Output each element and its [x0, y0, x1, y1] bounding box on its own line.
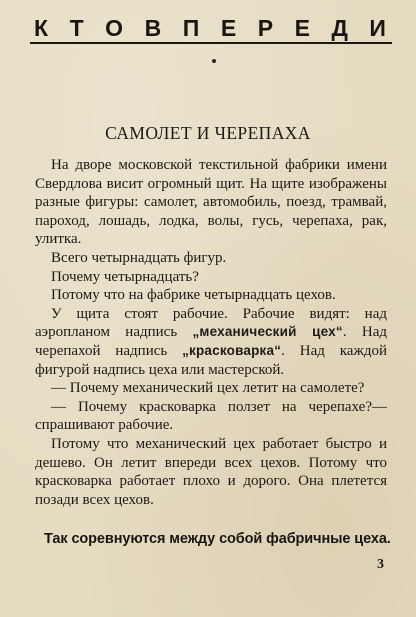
running-header — [34, 14, 386, 42]
paragraph: На дворе московской текстильной фабрики имени Свердлова висит огромный щит. На щите изображены разные фигуры: самолет, автомобиль, поезд, трамвай, пароход, лошадь, лодка, волы, гусь, черепаха, рак, улитка. — [35, 157, 387, 248]
paragraph: — Почему механический цех летит на самолете? — [51, 380, 365, 397]
paragraph-text: У щита стоят рабочие. Рабочие видят: над аэропланом надпись — [35, 305, 387, 341]
paragraph: Почему четырнадцать? — [51, 268, 199, 285]
paragraph: — Почему красковарка ползет на черепахе?— спрашивают рабочие. — [35, 398, 387, 434]
header-letter: И — [369, 15, 386, 41]
paragraph-text: . Над черепахой надпись — [35, 324, 387, 359]
header-letter: П — [182, 15, 200, 41]
header-letter: К — [34, 15, 49, 41]
article-body — [35, 156, 387, 509]
label-paint-shop: „красковарка“ — [182, 342, 282, 358]
ornament-dot — [212, 59, 216, 63]
header-letter: О — [105, 15, 124, 41]
header-letter: Т — [69, 15, 84, 41]
page-number: 3 — [377, 557, 384, 572]
paragraph-text: . Над каждой фигурой надпись цеха или мастерской. — [35, 342, 387, 378]
header-letter: Д — [331, 15, 348, 41]
header-letter: Е — [294, 15, 310, 41]
chapter-title: САМОЛЕТ И ЧЕРЕПАХА — [105, 123, 311, 143]
header-letter: Е — [220, 15, 237, 41]
conclusion-line: Так соревнуются между собой фабричные цеха. — [44, 531, 391, 547]
header-letter: Р — [257, 15, 274, 41]
paragraph — [35, 305, 387, 379]
paragraph: Потому что на фабрике четырнадцать цехов. — [51, 287, 336, 304]
paragraph: Потому что механический цех работает быстро и дешево. Он летит впереди всех цехов. Потому что красковарка работает плохо и дорого. Она плетется позади всех цехов. — [35, 435, 387, 508]
label-mechanical-shop: „механический цех“ — [192, 324, 343, 340]
header-rule — [30, 42, 392, 44]
header-letter: В — [144, 15, 162, 41]
paragraph: Всего четырнадцать фигур. — [51, 249, 227, 266]
